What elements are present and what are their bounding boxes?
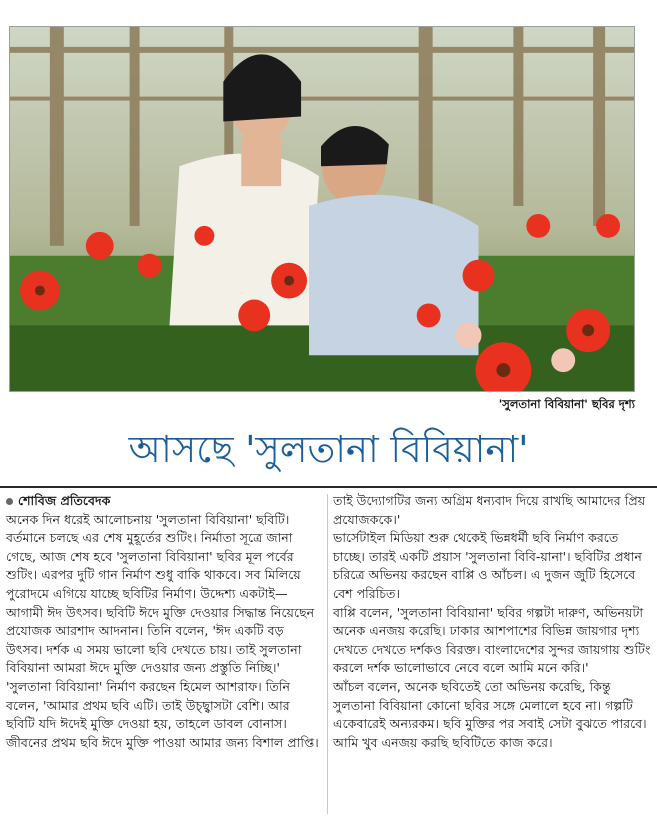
- headline-rule: [0, 486, 657, 488]
- paragraph: বাপ্পি বলেন, 'সুলতানা বিবিয়ানা' ছবির গল্পটা দারুণ, অভিনয়টা অনেক এনজয় করেছি। ঢাকার আশপাশের বিভিন্ন জায়গার দৃশ্য দেখতে দেখতে দর্শকও বিরক্ত। বাংলাদেশের সুন্দর জায়গায় শুটিং করলে দর্শক ভালোভাবে নেবে বলে আমি মনে করি।': [333, 604, 651, 676]
- byline: [6, 492, 322, 511]
- photo-illustration: [10, 27, 634, 391]
- paragraph: 'সুলতানা বিবিয়ানা' নির্মাণ করছেন হিমেল আশরাফ। তিনি বলেন, 'আমার প্রথম ছবি এটি। তাই উচ্ছ্বাসটা বেশি। আর ছবিটি যদি ঈদেই মুক্তি দেওয়া হয়, তাহলে ডাবল বোনাস। জীবনের প্রথম ছবি ঈদে মুক্তি পাওয়া আমার জন্য বিশাল প্রাপ্তি।: [6, 678, 319, 750]
- paragraph: অনেক দিন ধরেই আলোচনায় 'সুলতানা বিবিয়ানা' ছবিটি। বর্তমানে চলছে এর শেষ মুহূর্তের শুটিং। নির্মাতা সূত্রে জানা গেছে, আজ শেষ হবে 'সুলতানা বিবিয়ানা' ছবির মূল পর্বের শুটিং। এরপর দুটি গান নির্মাণ শুধু বাকি থাকবে। সব মিলিয়ে পুরোদমে এগিয়ে যাচ্ছে ছবিটির নির্মাণ। উদ্দেশ্য একটাই—আগামী ঈদ উৎসব। ছবিটি ঈদে মুক্তি দেওয়ার সিদ্ধান্ত নিয়েছেন প্রযোজক আরশাদ আদনান। তিনি বলেন, 'ঈদ একটি বড় উৎসব। দর্শক এ সময় ভালো ছবি দেখতে চায়। তাই সুলতানা বিবিয়ানা আমরা ঈদে মুক্তি দেওয়ার জন্য প্রস্তুতি নিচ্ছি।': [6, 511, 315, 676]
- article-column-left: [6, 492, 322, 752]
- paragraph: ভার্সেটাইল মিডিয়া শুরু থেকেই ভিন্নধর্মী ছবি নির্মাণ করতে চাচ্ছে। তারই একটি প্রয়াস 'সুলতানা বিবি-য়ানা'। ছবিটির প্রধান চরিত্রে অভিনয় করছেন বাপ্পি ও আঁচল। এ দুজন জুটি হিসেবে বেশ পরিচিত।: [333, 530, 642, 601]
- article-headline: আসছে 'সুলতানা বিবিয়ানা': [128, 428, 529, 471]
- article-photo: [9, 26, 635, 392]
- article-column-right: [333, 492, 651, 752]
- byline-text: শোবিজ প্রতিবেদক: [18, 493, 111, 508]
- column-divider: [327, 494, 328, 814]
- paragraph: তাই উদ্যোগটির জন্য অগ্রিম ধন্যবাদ দিয়ে রাখছি আমাদের প্রিয় প্রযোজককে।': [333, 493, 646, 527]
- photo-caption: 'সুলতানা বিবিয়ানা' ছবির দৃশ্য: [498, 397, 635, 411]
- bullet-icon: [6, 498, 13, 505]
- paragraph: আঁচল বলেন, অনেক ছবিতেই তো অভিনয় করেছি, কিন্তু সুলতানা বিবিয়ানা কোনো ছবির সঙ্গে মেলালে হবে না। গল্পটি একেবারেই অন্যরকম। ছবি মুক্তির পর সবাই সেটা বুঝতে পারবে। আমি খুব এনজয় করছি ছবিটিতে কাজ করে।: [333, 678, 647, 750]
